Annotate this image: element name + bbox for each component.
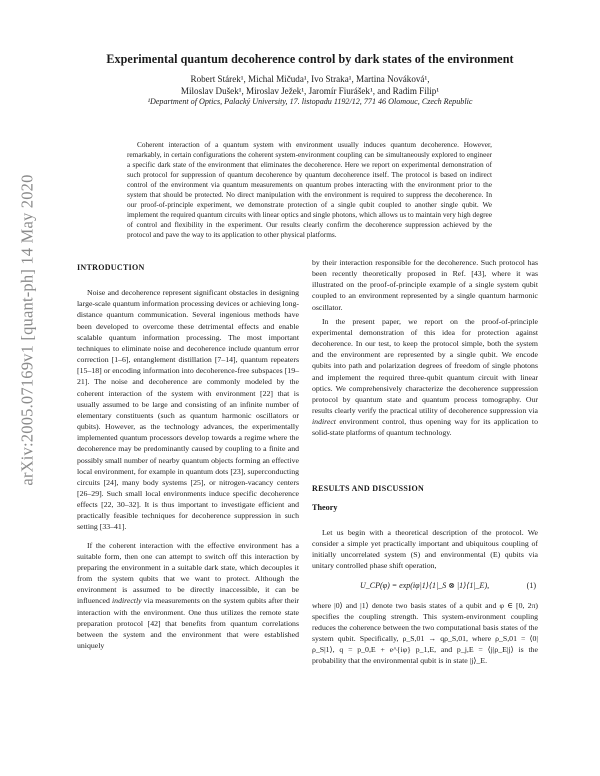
equation-number: (1) <box>526 581 536 591</box>
equation-body: U_CP(φ) = exp(iφ|1⟩⟨1|_S ⊗ |1⟩⟨1|_E), <box>360 581 490 591</box>
arxiv-identifier: arXiv:2005.07169v1 [quant-ph] 14 May 2020 <box>18 174 37 486</box>
results-heading: RESULTS AND DISCUSSION <box>312 483 425 493</box>
intro-paragraph-4: In the present paper, we report on the proof-of-principle experimental demonstration of this idea for protection against decoherence. In our test, to keep the protocol simple, both the system and the environment are represented by a single qubit. We encode qubits into path and polarization degrees of freedom of single photons and implement the required three-qubit quantum circuit with linear optics. We comprehensively characterize the decoherence suppression protocol by quantum state and quantum process tomography. Our results clearly verify the practical utility of decoherence suppression via indirect environment control, thus opening way for its application to solid-state platforms of quantum technology. <box>312 316 538 438</box>
theory-paragraph-1: Let us begin with a theoretical description of the protocol. We consider a simple yet practically important and ubiquitous coupling of initially uncorrelated system (S) and environmental (E) qubits via unitary controlled phase shift operation, <box>312 527 538 571</box>
abstract-text: Coherent interaction of a quantum system with environment usually induces quantum decoherence. However, remarkably, in certain configurations the coherent system-environment coupling can be simultaneously explored to engineer a specific dark state of the environment that eliminates the decoherence. Here we report on experimental demonstration of such protocol for suppression of quantum decoherence by quantum decoherence itself. The protocol is based on indirect control of the environment via quantum measurements on quantum probes interacting with the environment prior to the system that should be protected. No direct manipulation with the environment is required to suppress the decoherence. In our proof-of-principle experiment, we demonstrate protection of a single qubit coupled to another single qubit. We implement the required quantum circuits with linear optics and single photons, which allows us to maintain very high degree of control and flexibility in the experiment. Our results clearly confirm the decoherence suppression achieved by the protocol and pave the way to its application to other physical platforms. <box>127 140 492 239</box>
left-column <box>77 262 299 651</box>
equation-1 <box>312 580 538 591</box>
introduction-heading: INTRODUCTION <box>77 263 145 272</box>
affiliation: ¹Department of Optics, Palacký University, 17. listopadu 1192/12, 771 46 Olomouc, Czech Republic <box>147 97 473 106</box>
emphasis-indirectly: indirectly <box>112 596 142 606</box>
arxiv-stamp <box>16 110 40 550</box>
intro-paragraph-2: If the coherent interaction with the effective environment has a suitable form, then one can attempt to switch off this interaction by preparing the environment in a suitable dark state, which decouples it from the system qubits that we want to protect. Although the environment is assumed to be directly inaccessible, it can be influenced indirectly via measurements on the system qubits after their interaction with the environment. One thus utilizes the remote state preparation protocol [42] that benefits from quantum correlations between the system and the environment that were established uniquely <box>77 540 299 650</box>
abstract <box>127 140 492 240</box>
emphasis-indirect: indirect <box>312 417 336 427</box>
intro-paragraph-1: Noise and decoherence represent significant obstacles in designing large-scale quantum information processing devices or achieving long-distance quantum communication. Several ingenious methods have been developed to overcome these detrimental effects and enable scalable quantum information processing. The most important techniques to eliminate noise and decoherence include quantum error correction [1–6], entanglement distillation [7–14], quantum repeaters [15–18] or encoding information into decoherence-free subspaces [19–21]. The noise and decoherence are commonly modeled by the coherent interaction of the system with environment [22] that is usually assumed to be large and consisting of an infinite number of elementary constituents (such as quantum harmonic oscillators or qubits). However, as the technology advances, the experimentally implemented quantum processors develop towards a regime where the decoherence may be predominantly caused by coupling to a finite and possibly small number of nearby quantum objects forming an effective local environment, for example in quantum dots [23], superconducting circuits [24], many body systems [25], or nitrogen-vacancy centers [26–29]. Such small local environments induce specific decoherence effects [22, 30–32]. It is thus important to investigate efficient and practically feasible techniques for decoherence suppression in such setting [33–41]. <box>77 288 299 532</box>
paper-title: Experimental quantum decoherence control by dark states of the environment <box>106 52 514 66</box>
theory-subheading: Theory <box>312 502 338 512</box>
right-column <box>312 257 538 667</box>
author-line: Miloslav Dušek¹, Miroslav Ježek¹, Jaromír Fiurášek¹, and Radim Filip¹ <box>180 86 440 97</box>
theory-paragraph-2: where |0⟩ and |1⟩ denote two basis states of a qubit and φ ∈ [0, 2π) specifies the coupling strength. This system-environment coupling reduces the coherence between the two computational basis states of the system qubit. Specifically, ρ_S,01 → qρ_S,01, where ρ_S,01 = ⟨0|ρ_S|1⟩, q = p_0,E + e^{iφ} p_1,E, and p_j,E = ⟨j|ρ_E|j⟩ is the probability that the environmental qubit is in state |j⟩_E. <box>312 600 538 666</box>
author-line: Robert Stárek¹, Michal Mičuda¹, Ivo Straka¹, Martina Nováková¹, <box>190 74 430 84</box>
intro-paragraph-3: by their interaction responsible for the decoherence. Such protocol has been recently theoretically proposed in Ref. [43], where it was illustrated on the proof-of-principle example of a single system qubit coupled to an environment represented by a single quantum harmonic oscillator. <box>312 258 538 312</box>
author-list <box>70 73 550 98</box>
